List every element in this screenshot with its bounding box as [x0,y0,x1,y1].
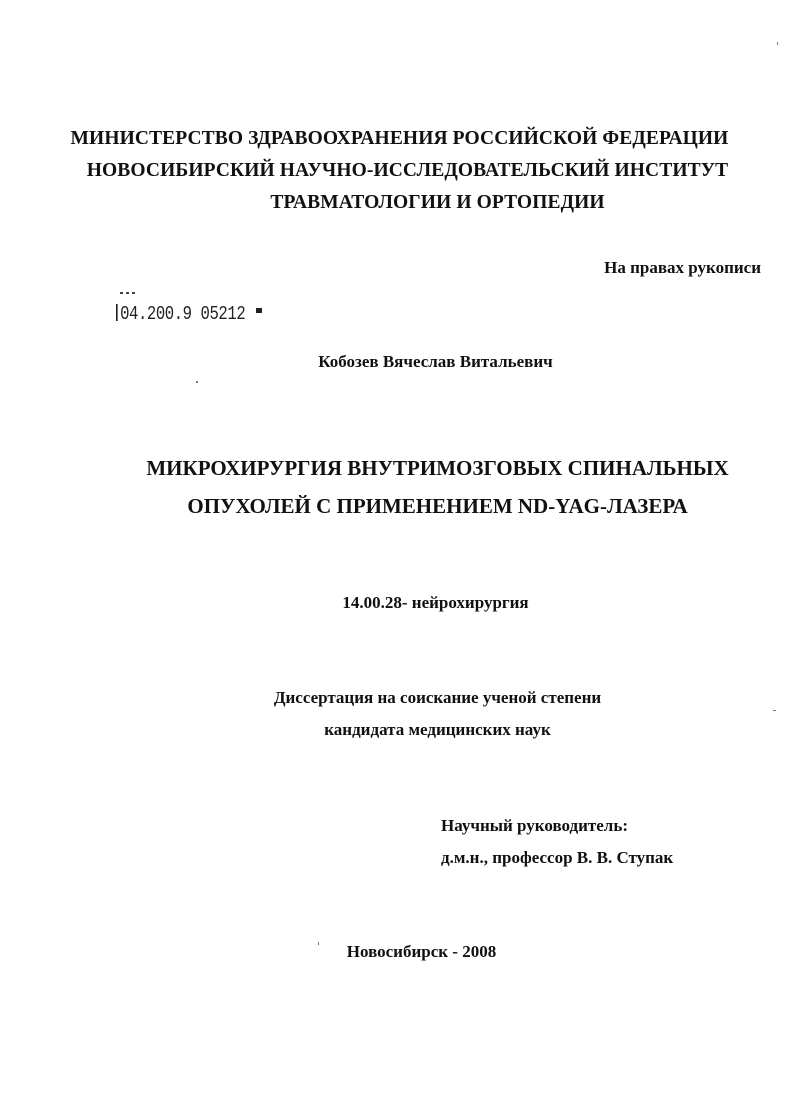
scan-speck [777,42,778,45]
ministry-line-3: ТРАВМАТОЛОГИИ И ОРТОПЕДИИ [270,192,605,213]
degree-line-2: кандидата медицинских наук [324,720,551,739]
dissertation-title-line-1: МИКРОХИРУРГИЯ ВНУТРИМОЗГОВЫХ СПИНАЛЬНЫХ [146,456,729,480]
stamp-dot-mark [256,308,262,313]
degree-line-1: Диссертация на соискание ученой степени [273,688,602,707]
scan-speck [773,710,776,711]
stamp-dots-mark [120,292,138,295]
author-name: Кобозев Вячеслав Витальевич [318,352,553,371]
rights-note: На правах рукописи [604,258,761,277]
place-and-year: Новосибирск - 2008 [346,942,497,961]
ministry-line-1: МИНИСТЕРСТВО ЗДРАВООХРАНЕНИЯ РОССИЙСКОЙ ФЕДЕРАЦИИ [70,128,729,149]
supervisor-label: Научный руководитель: [441,816,628,835]
dissertation-title-line-2: ОПУХОЛЕЙ С ПРИМЕНЕНИЕМ ND-YAG-ЛАЗЕРА [187,494,688,518]
archive-stamp [116,303,245,325]
scan-speck [196,381,198,383]
ministry-line-2: НОВОСИБИРСКИЙ НАУЧНО-ИССЛЕДОВАТЕЛЬСКИЙ ИНСТИТУТ [86,160,729,181]
scan-speck [318,942,319,945]
archive-stamp-number: 04.200.9 05212 [120,303,246,325]
specialty-code: 14.00.28- нейрохирургия [342,593,529,612]
supervisor-name: д.м.н., профессор В. В. Ступак [441,848,674,867]
